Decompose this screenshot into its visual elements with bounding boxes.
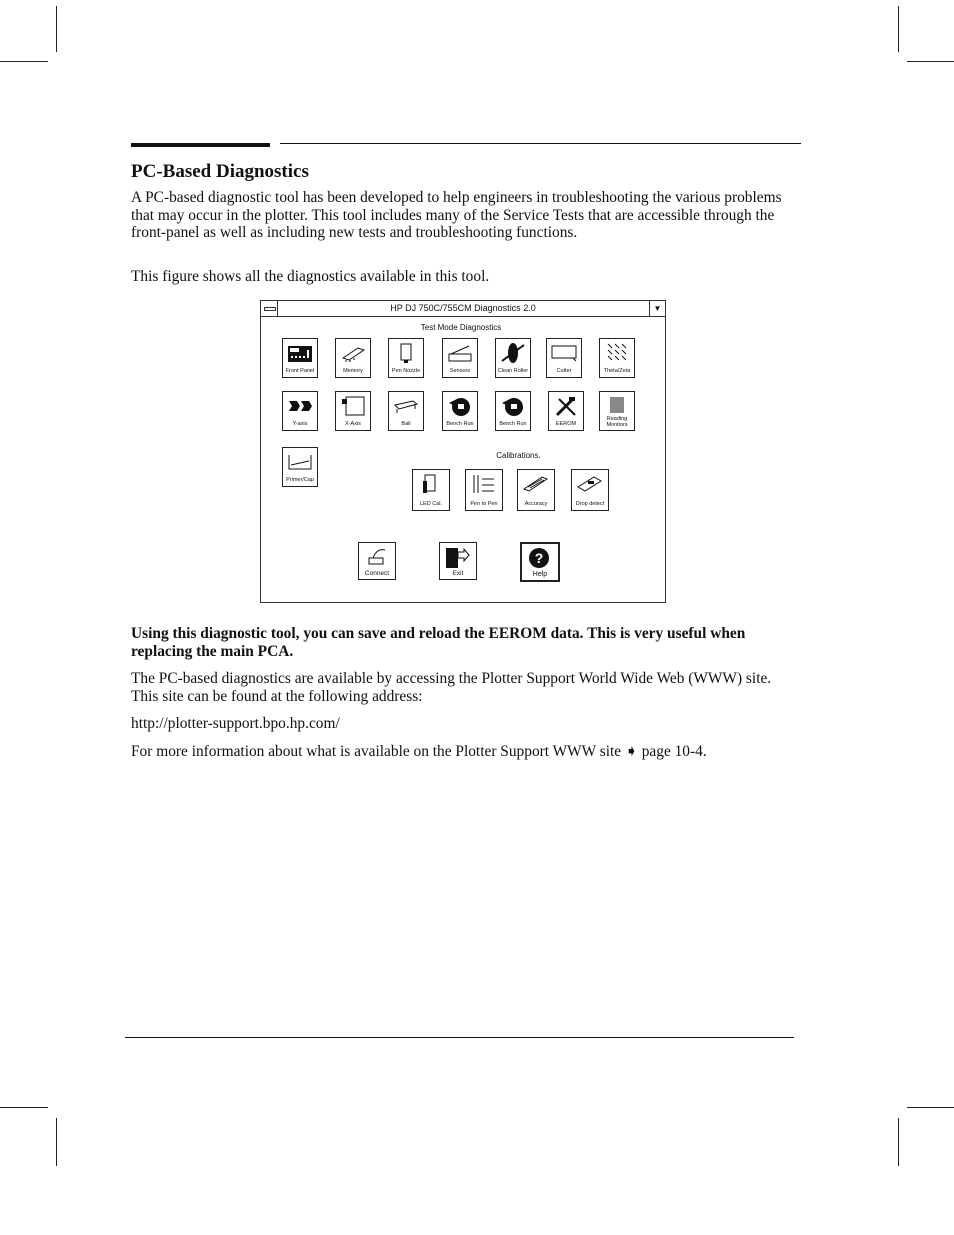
crop-mark [907,1107,954,1108]
exit-icon [444,546,470,568]
connect-icon [363,546,389,568]
y-axis-button[interactable] [282,391,318,431]
drop-detect-button[interactable] [571,469,609,511]
more-info-paragraph: For more information about what is available on the Plotter Support WWW site ➧ page 10-4. [131,743,707,760]
support-url: http://plotter-support.bpo.hp.com/ [131,715,340,732]
header-rule-thick [131,143,270,147]
button-label: Cutter [556,368,572,374]
button-label: Primer/Cap [286,477,314,483]
cutter-icon [551,342,577,364]
diagnostics-window [260,300,666,603]
pen-cartridge-icon [393,342,419,364]
accuracy-button[interactable] [517,469,555,511]
y-axis-icon [287,395,313,417]
pen-nozzle-button[interactable] [388,338,424,378]
button-label: EEROM [555,421,577,427]
header-rule-thin [280,143,801,144]
button-label: Drop detect [575,501,605,507]
x-axis-button[interactable] [335,391,371,431]
clean-roller-button[interactable] [495,338,531,378]
sensors-button[interactable] [442,338,478,378]
window-title: HP DJ 750C/755CM Diagnostics 2.0 [390,303,536,313]
bench-run-icon [447,395,473,417]
cutter-button[interactable] [546,338,582,378]
x-axis-icon [340,395,366,417]
crop-mark [898,1118,899,1166]
crop-mark [907,61,954,62]
dropdown-arrow-icon[interactable]: ▼ [649,301,665,316]
button-label: Front Panel [285,368,315,374]
section-title: PC-Based Diagnostics [131,161,309,182]
eerom-icon [553,395,579,417]
calibrations-label: Calibrations. [496,451,541,460]
button-label: Accuracy [524,501,548,507]
led-cal-button[interactable] [412,469,450,511]
primer-cap-button[interactable] [282,447,318,487]
button-label: X-Axis [345,421,361,427]
primer-cap-icon [287,451,313,473]
footer-rule [125,1037,794,1038]
button-label: Bench Run [446,421,474,427]
led-cal-icon [417,473,443,495]
button-label: Pen to Pen [470,501,498,507]
exit-button[interactable] [439,542,477,580]
roller-icon [500,342,526,364]
test-mode-label: Test Mode Diagnostics [420,323,502,332]
availability-paragraph: The PC-based diagnostics are available by accessing the Plotter Support World Wide Web (WWW) site. This site can be found at the following address: [131,670,772,705]
button-label: Connect [364,570,390,577]
crop-mark [56,1118,57,1166]
bail-button[interactable] [388,391,424,431]
reading-monitors-button[interactable] [599,391,635,431]
bench-run-button[interactable] [495,391,531,431]
help-button[interactable] [520,542,560,582]
crop-mark [0,61,48,62]
eerom-note: Using this diagnostic tool, you can save and reload the EEROM data. This is very useful when replacing the main PCA. [131,625,746,660]
accuracy-icon [522,473,548,495]
button-label: Help [532,571,548,578]
sensor-icon [447,342,473,364]
button-label: Bail [401,421,411,427]
button-label: Y-axis [292,421,308,427]
front-panel-button[interactable] [282,338,318,378]
button-label: Exit [452,570,464,577]
figure-caption: This figure shows all the diagnostics available in this tool. [131,268,490,285]
button-label: Pen Nozzle [391,368,421,374]
memory-button[interactable] [335,338,371,378]
svg-text:?: ? [534,550,544,566]
front-panel-icon [287,342,313,364]
drop-detect-icon [576,473,602,495]
button-label: LED Cal. [419,501,442,507]
crop-mark [898,6,899,52]
crop-mark [0,1107,48,1108]
reading-monitors-icon [604,395,630,417]
pen-to-pen-icon [470,473,496,495]
button-label: Sensors [449,368,471,374]
bench-run-button[interactable] [442,391,478,431]
button-label: Theta/Zeta [603,368,631,374]
help-icon [526,547,552,569]
button-label: Memory [343,368,363,374]
crop-mark [56,6,57,52]
window-title-bar [261,301,665,317]
button-label: Reading Monitors [606,416,628,428]
button-label: Clean Roller [497,368,529,374]
theta-zeta-icon [604,342,630,364]
bench-run-icon [500,395,526,417]
connect-button[interactable] [358,542,396,580]
theta-zeta-button[interactable] [599,338,635,378]
pen-to-pen-button[interactable] [465,469,503,511]
bail-icon [393,395,419,417]
eerom-button[interactable] [548,391,584,431]
intro-paragraph: A PC-based diagnostic tool has been developed to help engineers in troubleshooting the various problems that may occur in the plotter. This tool includes many of the Service Tests that are accessible through the front-panel as well as including new tests and troubleshooting functions. [131,189,782,241]
memory-chip-icon [340,342,366,364]
system-menu-icon[interactable] [261,301,278,316]
button-label: Bench Run [499,421,527,427]
